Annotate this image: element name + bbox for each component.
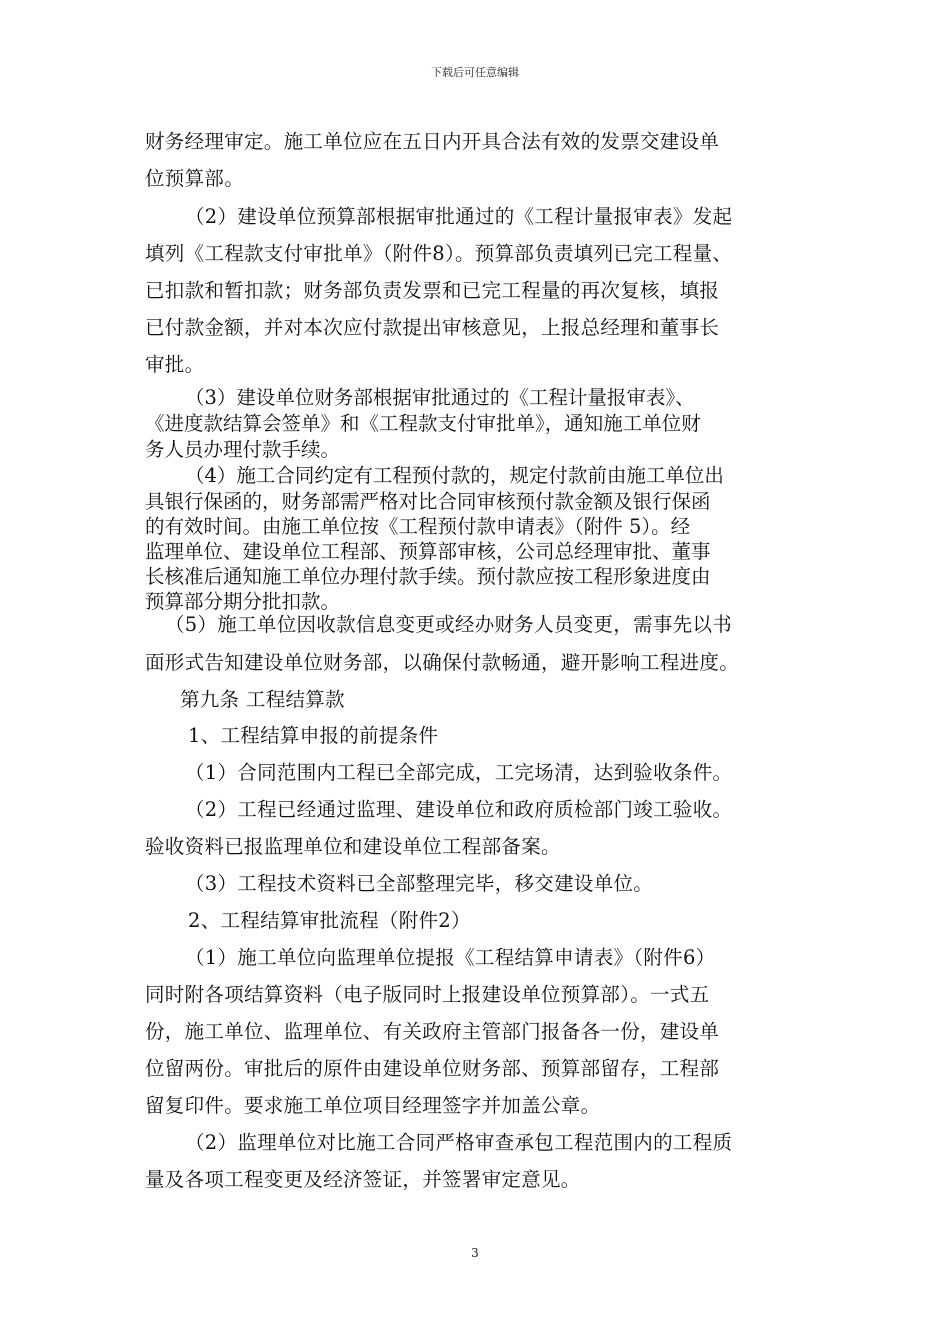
subsection-heading: 1、工程结算申报的前提条件: [188, 724, 439, 747]
paragraph-line: 填列《工程款支付审批单》（附件8）。预算部负责填列已完工程量、: [145, 242, 733, 265]
paragraph-line: 财务经理审定。施工单位应在五日内开具合法有效的发票交建设单: [145, 130, 720, 153]
paragraph-line: （4）施工合同约定有工程预付款的，规定付款前由施工单位出: [185, 464, 724, 487]
paragraph-line: （5）施工单位因收款信息变更或经办财务人员变更，需事先以书: [165, 613, 733, 636]
paragraph-line: （1）合同范围内工程已全部完成，工完场清，达到验收条件。: [185, 761, 733, 784]
paragraph-line: 份，施工单位、监理单位、有关政府主管部门报备各一份，建设单: [145, 1020, 720, 1043]
paragraph-line: （2）监理单位对比施工合同严格审查承包工程范围内的工程质: [185, 1131, 733, 1154]
paragraph-line: 面形式告知建设单位财务部，以确保付款畅通，避开影响工程进度。: [145, 651, 740, 674]
section-heading: 第九条 工程结算款: [180, 688, 345, 711]
paragraph-line: 长核准后通知施工单位办理付款手续。预付款应按工程形象进度由: [145, 565, 711, 588]
paragraph-line: 监理单位、建设单位工程部、预算部审核，公司总经理审批、董事: [145, 540, 711, 563]
paragraph-line: 的有效时间。由施工单位按《工程预付款申请表》（附件 5）。经: [145, 515, 691, 538]
paragraph-line: （2）工程已经通过监理、建设单位和政府质检部门竣工验收。: [185, 798, 733, 821]
paragraph-line: 已扣款和暂扣款；财务部负责发票和已完工程量的再次复核，填报: [145, 279, 720, 302]
paragraph-line: （3）建设单位财务部根据审批通过的《工程计量报审表》、: [185, 386, 695, 409]
paragraph-line: 量及各项工程变更及经济签证，并签署审定意见。: [145, 1168, 581, 1191]
paragraph-line: 务人员办理付款手续。: [145, 438, 341, 461]
paragraph-line: 《进度款结算会签单》和《工程款支付审批单》，通知施工单位财: [145, 412, 701, 435]
page-number: 3: [471, 1246, 479, 1260]
paragraph-line: 留复印件。要求施工单位项目经理签字并加盖公章。: [145, 1094, 601, 1117]
paragraph-line: （2）建设单位预算部根据审批通过的《工程计量报审表》发起: [185, 205, 733, 228]
paragraph-line: 验收资料已报监理单位和建设单位工程部备案。: [145, 835, 561, 858]
paragraph-line: 具银行保函的，财务部需严格对比合同审核预付款金额及银行保函: [145, 490, 711, 513]
paragraph-line: 已付款金额，并对本次应付款提出审核意见，上报总经理和董事长: [145, 316, 720, 339]
page-header: 下载后可任意编辑: [431, 66, 519, 79]
paragraph-line: 同时附各项结算资料（电子版同时上报建设单位预算部）。一式五: [145, 983, 710, 1006]
paragraph-line: 审批。: [145, 353, 205, 376]
paragraph-line: 位预算部。: [145, 167, 245, 190]
paragraph-line: （1）施工单位向监理单位提报《工程结算申请表》（附件6）: [185, 946, 716, 969]
paragraph-line: 位留两份。审批后的原件由建设单位财务部、预算部留存，工程部: [145, 1057, 720, 1080]
paragraph-line: 预算部分期分批扣款。: [145, 590, 341, 613]
paragraph-line: （3）工程技术资料已全部整理完毕，移交建设单位。: [185, 872, 654, 895]
subsection-heading: 2、工程结算审批流程（附件2）: [188, 909, 471, 932]
